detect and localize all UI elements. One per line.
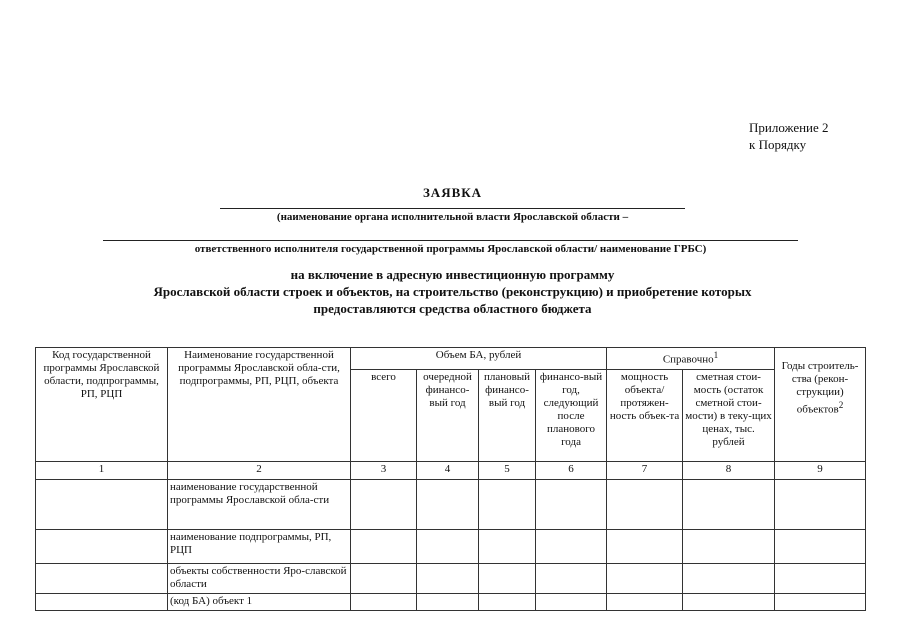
column-number: 5: [479, 462, 536, 480]
column-number: 3: [351, 462, 417, 480]
row-label-program: наименование государственной программы Ярославской обла-сти: [168, 480, 351, 530]
heading-line-2: Ярославской области строек и объектов, на строительство (реконструкцию) и приобретение которых: [153, 284, 752, 299]
header-after-plan-year: финансо-вый год, следующий после планового года: [536, 370, 607, 462]
table-cell: [683, 564, 775, 594]
table-cell: [351, 594, 417, 611]
table-cell: [417, 530, 479, 564]
table-row: [36, 530, 866, 564]
table-cell: [607, 564, 683, 594]
authority-caption: (наименование органа исполнительной власти Ярославской области –: [220, 208, 685, 223]
header-total: всего: [351, 370, 417, 462]
table-cell: [683, 594, 775, 611]
column-number: 9: [775, 462, 866, 480]
column-number: 2: [168, 462, 351, 480]
column-number: 1: [36, 462, 168, 480]
column-number: 7: [607, 462, 683, 480]
executor-caption: ответственного исполнителя государственной программы Ярославской области/ наименование ГРБС): [103, 240, 798, 255]
table-cell: [607, 480, 683, 530]
table-cell: [536, 564, 607, 594]
header-years: [775, 348, 866, 462]
table-cell: [536, 480, 607, 530]
heading-line-3: предоставляются средства областного бюджета: [313, 301, 592, 316]
table-cell: [36, 594, 168, 611]
document-title: ЗАЯВКА: [422, 185, 483, 200]
appendix-line-1: Приложение 2: [749, 120, 829, 135]
table-cell: [351, 480, 417, 530]
table-cell: [417, 594, 479, 611]
header-plan-year: плановый финансо-вый год: [479, 370, 536, 462]
reference-footnote: 1: [713, 350, 719, 360]
appendix-line-2: к Порядку: [749, 137, 807, 152]
table-cell: [683, 480, 775, 530]
table-cell: [479, 564, 536, 594]
table-cell: [417, 480, 479, 530]
header-next-year: очередной финансо-вый год: [417, 370, 479, 462]
row-label-subprogram: наименование подпрограммы, РП, РЦП: [168, 530, 351, 564]
row-label-objects: объекты собственности Яро-славской области: [168, 564, 351, 594]
years-label: Годы строитель-ства (рекон-струкции) объектов: [781, 360, 859, 416]
table-cell: [775, 594, 866, 611]
table-cell: [607, 530, 683, 564]
table-cell: [775, 480, 866, 530]
appendix-note: [749, 119, 829, 153]
table-row: [36, 480, 866, 530]
heading-line-1: на включение в адресную инвестиционную программу: [290, 267, 615, 282]
table-cell: [36, 480, 168, 530]
table-row: [36, 594, 866, 611]
table-cell: [36, 564, 168, 594]
years-footnote: 2: [838, 400, 844, 410]
table-cell: [351, 530, 417, 564]
row-label-object-1: (код БА) объект 1: [168, 594, 351, 611]
column-number: 6: [536, 462, 607, 480]
table-cell: [351, 564, 417, 594]
table-cell: [417, 564, 479, 594]
table-cell: [36, 530, 168, 564]
header-capacity: мощность объекта/ протяжен-ность объек-та: [607, 370, 683, 462]
header-reference-group: [607, 348, 775, 370]
table-cell: [536, 594, 607, 611]
table-cell: [479, 594, 536, 611]
header-name: Наименование государственной программы Ярославской обла-сти, подпрограммы, РП, РЦП, объекта: [168, 348, 351, 462]
header-volume-group: Объем БА, рублей: [351, 348, 607, 370]
header-cost: сметная стои-мость (остаток сметной стои-мости) в теку-щих ценах, тыс. рублей: [683, 370, 775, 462]
table-cell: [607, 594, 683, 611]
table-cell: [536, 530, 607, 564]
table-row: [36, 564, 866, 594]
table-cell: [683, 530, 775, 564]
table-cell: [775, 530, 866, 564]
table-cell: [479, 530, 536, 564]
header-code: Код государственной программы Ярославской области, подпрограммы, РП, РЦП: [36, 348, 168, 462]
table-cell: [775, 564, 866, 594]
document-heading: [80, 266, 825, 317]
column-numbers-row: [36, 462, 866, 480]
table-cell: [479, 480, 536, 530]
column-number: 4: [417, 462, 479, 480]
application-table: [35, 347, 866, 611]
column-number: 8: [683, 462, 775, 480]
reference-label: Справочно: [662, 353, 714, 366]
